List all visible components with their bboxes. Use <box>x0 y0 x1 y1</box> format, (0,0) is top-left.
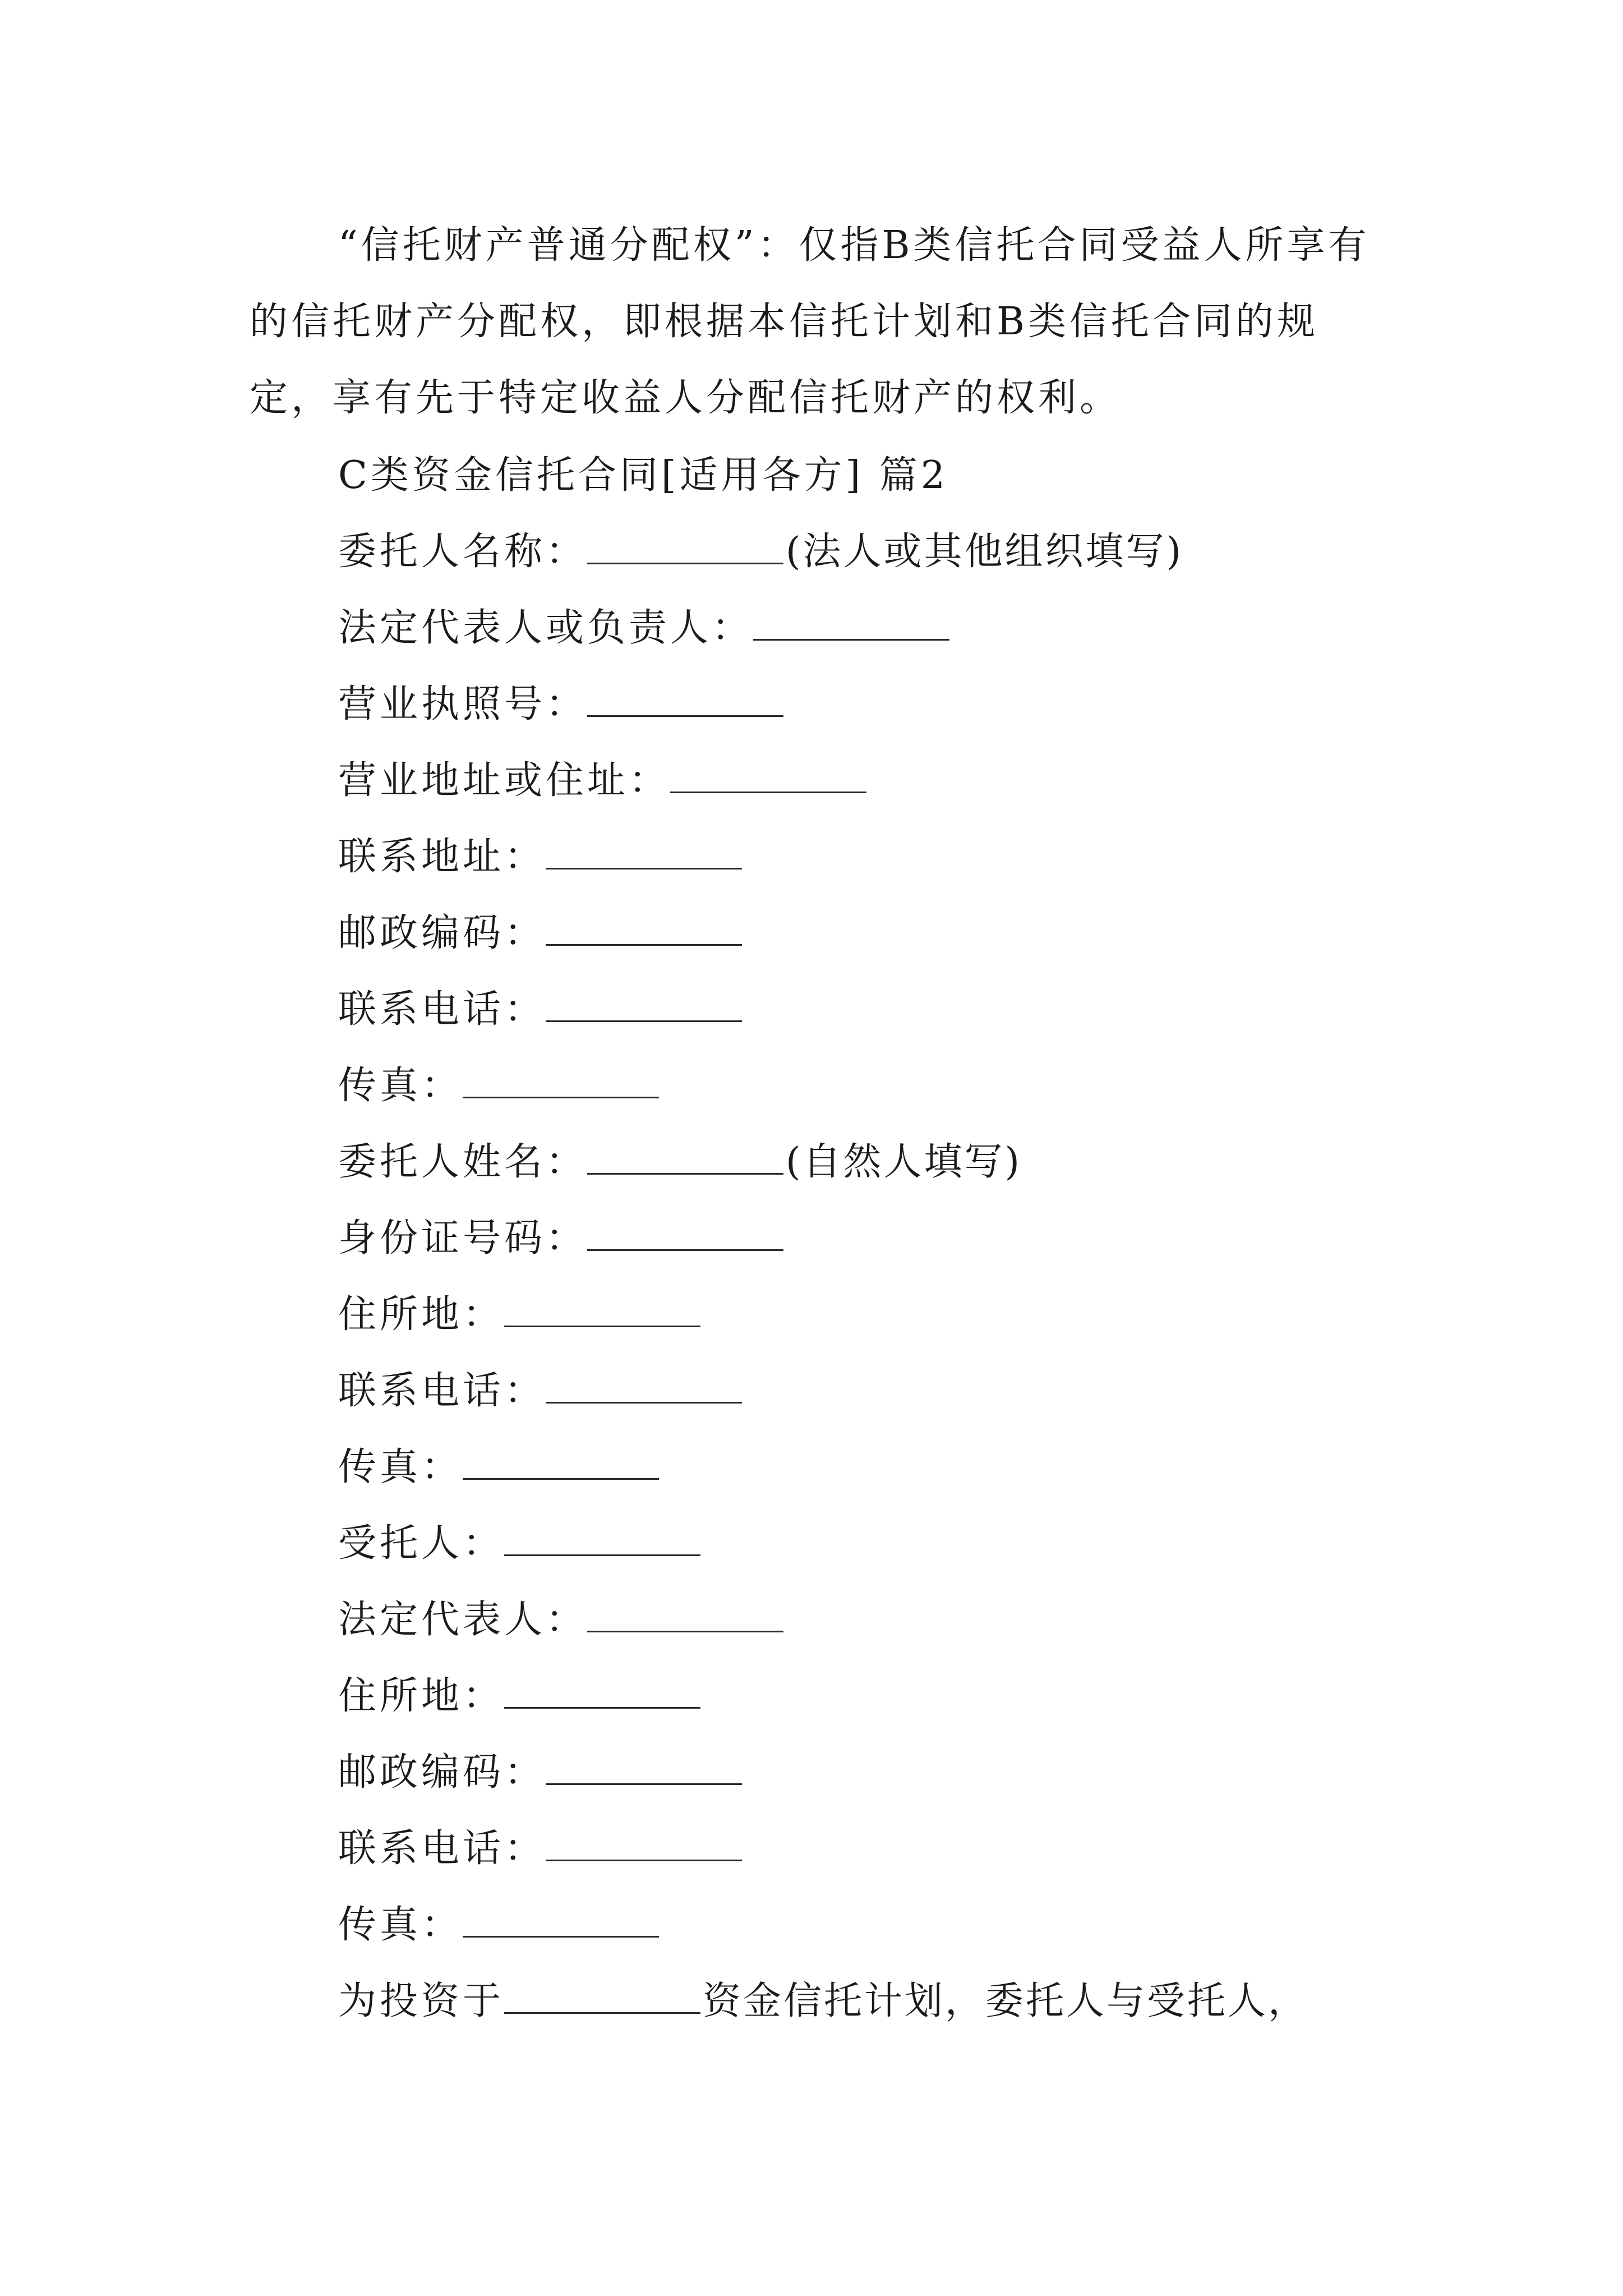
form-line <box>338 1887 1404 1963</box>
form-line <box>338 1506 1404 1582</box>
fill-blank[interactable] <box>463 1444 659 1480</box>
fill-blank[interactable] <box>546 1368 742 1404</box>
field-note: 资金信托计划，委托人与受托人， <box>703 1979 1309 2023</box>
fill-blank[interactable] <box>504 1521 700 1556</box>
fill-blank[interactable] <box>504 1673 700 1709</box>
form-line <box>338 972 1404 1048</box>
field-label: 法定代表人： <box>338 1598 588 1642</box>
form-line <box>338 666 1404 743</box>
field-label: 联系电话： <box>338 987 546 1032</box>
form-line <box>338 1277 1404 1353</box>
field-label: 传真： <box>338 1064 463 1108</box>
fill-blank[interactable] <box>463 1063 659 1098</box>
form-line <box>338 895 1404 972</box>
form-line <box>338 1963 1404 2040</box>
intro-paragraph: “信托财产普通分配权”：仅指B类信托合同受益人所享有的信托财产分配权，即根据本信托计划和B类信托合同的规定，享有先于特定收益人分配信托财产的权利。 <box>250 223 1370 420</box>
form-line <box>338 1429 1404 1506</box>
field-label: 传真： <box>338 1903 463 1947</box>
fill-blank[interactable] <box>587 1216 783 1251</box>
form-line <box>338 514 1404 590</box>
field-label: 身份证号码： <box>338 1216 588 1260</box>
field-label: 营业地址或住址： <box>338 758 671 803</box>
form-line <box>338 1200 1404 1277</box>
fill-blank[interactable] <box>587 529 783 564</box>
fill-blank[interactable] <box>546 834 742 869</box>
fill-blank[interactable] <box>546 1750 742 1785</box>
fill-blank[interactable] <box>587 682 783 717</box>
form-line <box>338 1582 1404 1658</box>
field-label: 营业执照号： <box>338 682 588 726</box>
form-line <box>338 1658 1404 1734</box>
form-line <box>338 819 1404 895</box>
field-label: 住所地： <box>338 1292 505 1337</box>
fill-blank[interactable] <box>546 1826 742 1861</box>
fill-blank[interactable] <box>753 605 949 641</box>
fill-blank[interactable] <box>504 1292 700 1327</box>
fill-blank[interactable] <box>670 758 866 793</box>
fill-blank[interactable] <box>546 987 742 1022</box>
field-note: (法人或其他组织填写) <box>786 530 1184 574</box>
field-label: 联系地址： <box>338 835 546 879</box>
field-label: 委托人名称： <box>338 530 588 574</box>
field-note: (自然人填写) <box>786 1140 1022 1184</box>
field-label: 为投资于 <box>338 1979 505 2023</box>
form-line <box>338 1124 1404 1200</box>
form-line <box>338 1353 1404 1429</box>
form-line <box>338 1734 1404 1811</box>
fill-blank[interactable] <box>587 1139 783 1175</box>
contract-form <box>338 438 1404 2040</box>
field-label: 受托人： <box>338 1521 505 1566</box>
field-label: 传真： <box>338 1445 463 1489</box>
field-label: 联系电话： <box>338 1826 546 1871</box>
fill-blank[interactable] <box>463 1902 659 1938</box>
fill-blank[interactable] <box>587 1597 783 1632</box>
form-line <box>338 1811 1404 1887</box>
form-line <box>338 743 1404 819</box>
fill-blank[interactable] <box>546 910 742 946</box>
field-label: 法定代表人或负责人： <box>338 606 754 650</box>
field-label: 住所地： <box>338 1674 505 1718</box>
form-line <box>338 1048 1404 1124</box>
field-label: 联系电话： <box>338 1369 546 1413</box>
field-label: 邮政编码： <box>338 911 546 955</box>
fill-blank[interactable] <box>504 1978 700 2014</box>
field-label: 委托人姓名： <box>338 1140 588 1184</box>
section-title: C类资金信托合同[适用各方] 篇2 <box>338 453 948 498</box>
form-line <box>338 590 1404 666</box>
field-label: 邮政编码： <box>338 1750 546 1795</box>
